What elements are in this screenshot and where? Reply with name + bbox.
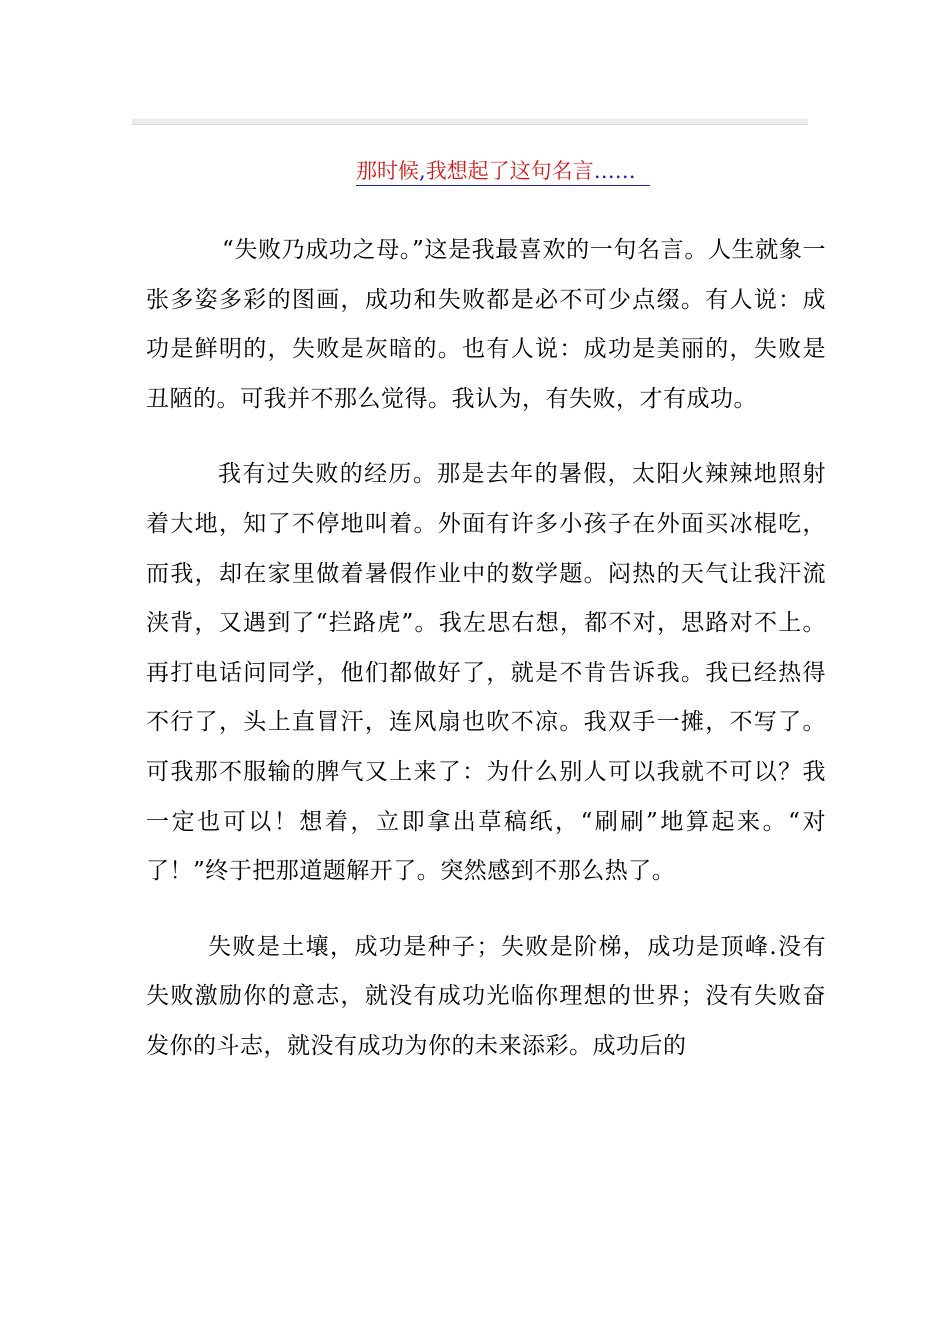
- title-comma: ,: [419, 159, 426, 183]
- document-body: [146, 226, 826, 1072]
- paragraph-2: 我有过失败的经历。那是去年的暑假，太阳火辣辣地照射着大地，知了不停地叫着。外面有许多小孩子在外面买冰棍吃，而我，却在家里做着暑假作业中的数学题。闷热的天气让我汗流浃背，又遇到了“拦路虎”。我左思右想，都不对，思路对不上。再打电话问同学，他们都做好了，就是不肯告诉我。我已经热得不行了，头上直冒汗，连风扇也吹不凉。我双手一摊，不写了。可我那不服输的脾气又上来了：为什么别人可以我就不可以？我一定也可以！想着，立即拿出草稿纸，“刷刷”地算起来。“对了！”终于把那道题解开了。突然感到不那么热了。: [146, 461, 826, 885]
- title-part-1: 那时候: [356, 159, 419, 183]
- paragraph-3: 失败是土壤，成功是种子；失败是阶梯，成功是顶峰.没有失败激励你的意志，就没有成功光临你理想的世界；没有失败奋发你的斗志，就没有成功为你的未来添彩。成功后的: [146, 933, 826, 1059]
- top-divider: [132, 118, 808, 125]
- document-title[interactable]: [356, 157, 650, 186]
- title-part-2: 我想起了这句名言: [425, 159, 594, 183]
- title-ellipsis: ……: [593, 159, 636, 183]
- paragraph-1: “失败乃成功之母。”这是我最喜欢的一句名言。人生就象一张多姿多彩的图画，成功和失败都是必不可少点缀。有人说：成功是鲜明的，失败是灰暗的。也有人说：成功是美丽的，失败是丑陋的。可我并不那么觉得。我认为，有失败，才有成功。: [146, 237, 826, 412]
